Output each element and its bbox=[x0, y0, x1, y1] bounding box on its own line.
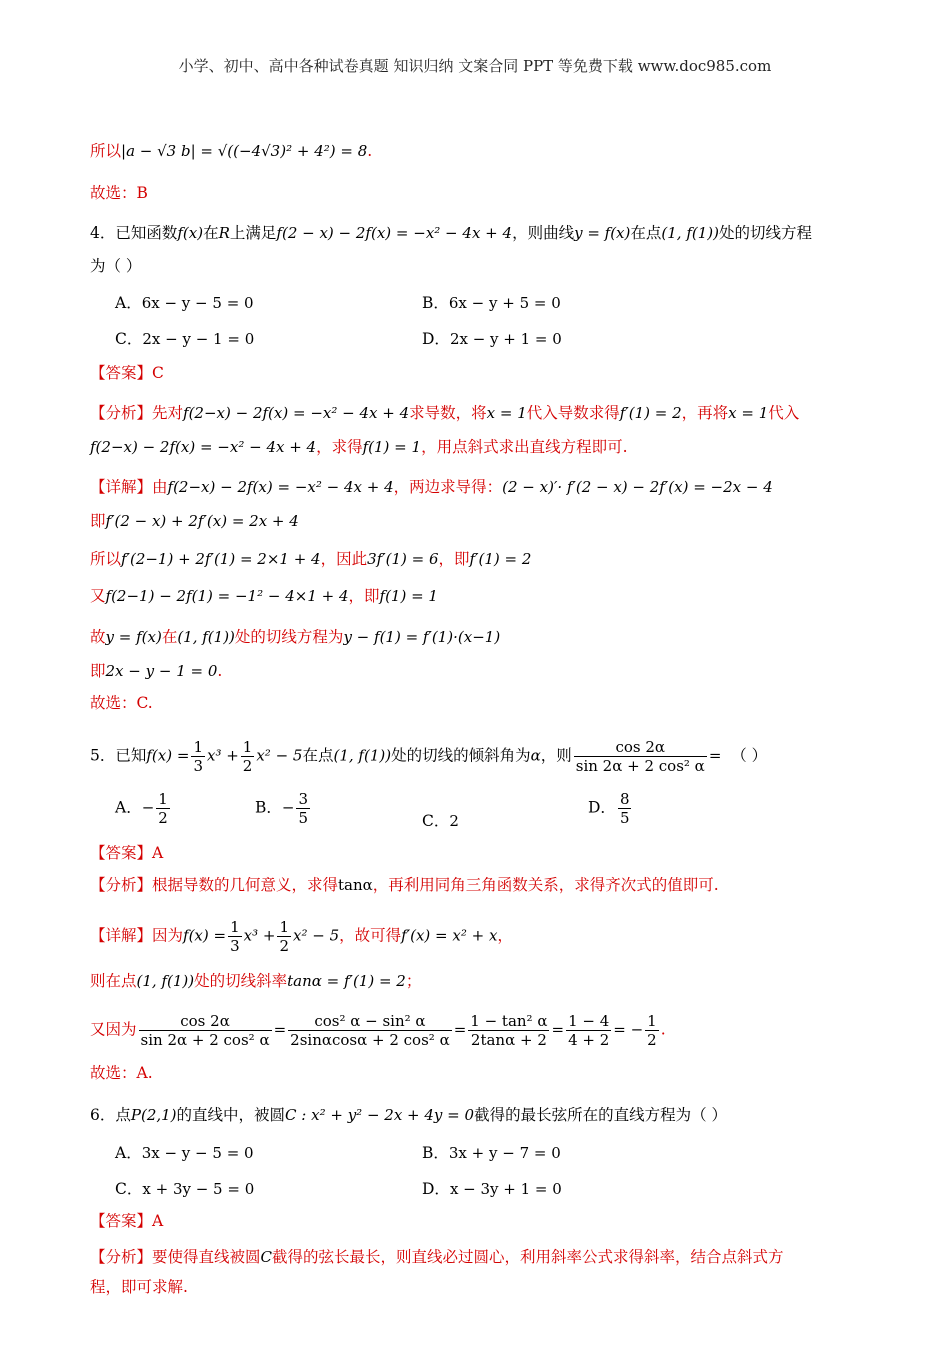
option-text: 2x − y + 1 = 0 bbox=[449, 330, 562, 348]
detail-term: x³ + bbox=[243, 926, 276, 945]
q5-stem: 5．已知f(x) = $\frac{1}{3}$ x³ + $\frac{1}{2}$ x² − 5在点(1, f(1))处的切线的倾斜角为α，则 $\frac{\cos 2\alpha}{\text{sin 2α + 2 cos² α}}$ = （ ） bbox=[90, 738, 768, 775]
q3-math: |a − √3 b| = √((−4√3)² + 4²) = 8 bbox=[121, 142, 368, 160]
q4-text-curve: ，则曲线 bbox=[512, 224, 575, 242]
analysis-equation: f(2−x) − 2f(x) = −x² − 4x + 4 bbox=[183, 404, 410, 422]
q6-text: 的直线中，被圆 bbox=[176, 1106, 286, 1124]
detail-den: 2 bbox=[647, 1031, 657, 1049]
detail-equation: 2x − y − 1 = 0 bbox=[105, 662, 218, 680]
detail-text: 则在点 bbox=[90, 972, 137, 990]
detail-equation: f(1) = 1 bbox=[379, 587, 438, 605]
analysis-equation: f(2−x) − 2f(x) = −x² − 4x + 4 bbox=[90, 438, 317, 456]
analysis-text: ，用点斜式求出直线方程即可. bbox=[421, 438, 628, 456]
option-label: B． bbox=[255, 798, 282, 817]
analysis-x: x = 1 bbox=[486, 404, 527, 422]
detail-equation: y − f(1) = f′(1)·(x−1) bbox=[343, 628, 501, 646]
q4-analysis-line2 bbox=[90, 436, 628, 458]
q5-choose: 故选：A. bbox=[90, 1064, 153, 1082]
detail-den: 4 + 2 bbox=[568, 1031, 610, 1049]
detail-equation: f(2−1) − 2f(1) = −1² − 4×1 + 4 bbox=[105, 587, 349, 605]
option-label: A． bbox=[115, 294, 142, 312]
q6-circle: C : x² + y² − 2x + 4y = 0 bbox=[285, 1106, 475, 1124]
detail-tag: 【详解】 bbox=[90, 926, 153, 945]
q5-text: 5．已知 bbox=[90, 746, 147, 765]
option-text: 6x − y − 5 = 0 bbox=[141, 294, 254, 312]
detail-tag: 【详解】 bbox=[90, 478, 153, 496]
detail-equation: f′(2−1) + 2f′(1) = 2×1 + 4 bbox=[121, 550, 321, 568]
q5-detail-line3: 又因为 $\frac{\cos 2\alpha}{\text{sin 2α + 2 cos² α}}$ = $\frac{\text{cos² α − sin² α}}{\text{2sinαcosα + 2 cos² α}}$ = $\frac{\text{1 − tan² α}}{2\tan\alpha + 2}$ = $\frac{1 - 4}{4 + 2}$ = − $\frac{1}{2}$ . bbox=[90, 1012, 666, 1049]
q4-detail-line4 bbox=[90, 585, 438, 607]
option-label: D． bbox=[588, 798, 616, 817]
option-text: 3x + y − 7 = 0 bbox=[448, 1144, 561, 1162]
q5-term: x³ + bbox=[206, 746, 239, 765]
option-text: 6x − y + 5 = 0 bbox=[448, 294, 561, 312]
q4-detail-line6 bbox=[90, 660, 222, 682]
detail-text: 又 bbox=[90, 587, 106, 605]
analysis-text: ，再将 bbox=[681, 404, 729, 422]
option-sign: − bbox=[281, 798, 295, 817]
q4-detail-line1 bbox=[90, 476, 773, 498]
analysis-derivative: f′(1) = 2 bbox=[619, 404, 682, 422]
option-label: B． bbox=[422, 1144, 449, 1162]
option-den: 5 bbox=[298, 809, 309, 827]
q5-term: x² − 5 bbox=[256, 746, 303, 765]
page-header: 小学、初中、高中各种试卷真题 知识归纳 文案合同 PPT 等免费下载 www.doc985.com bbox=[178, 57, 772, 75]
detail-num: 1 bbox=[647, 1012, 657, 1030]
q5-text: 处的切线的倾斜角为 bbox=[391, 746, 531, 765]
analysis-tag: 【分析】 bbox=[90, 1248, 153, 1266]
q4-text-point: 在点 bbox=[630, 224, 662, 242]
option-label: C． bbox=[115, 330, 143, 348]
detail-text: . bbox=[217, 662, 223, 680]
option-label: D． bbox=[422, 1180, 450, 1198]
q4-option-c[interactable] bbox=[115, 328, 254, 350]
analysis-circle: C bbox=[260, 1248, 273, 1266]
q5-function: f(x) = bbox=[146, 746, 190, 765]
detail-equation: y = f(x) bbox=[105, 628, 162, 646]
analysis-text: 先对 bbox=[152, 404, 184, 422]
option-text: 2 bbox=[449, 812, 459, 830]
q4-detail-line2 bbox=[90, 510, 299, 532]
detail-text: 由 bbox=[152, 478, 168, 496]
option-den: 2 bbox=[158, 809, 168, 827]
q6-option-a[interactable] bbox=[115, 1142, 254, 1164]
analysis-text: 截得的弦长最长，则直线必过圆心，利用斜率公式求得斜率，结合点斜式方 bbox=[272, 1248, 784, 1266]
detail-equation: (2 − x)′· f′(2 − x) − 2f′(x) = −2x − 4 bbox=[502, 478, 773, 496]
detail-text: 即 bbox=[90, 512, 106, 530]
q5-answer: 【答案】A bbox=[90, 844, 164, 862]
q4-curve: y = f(x) bbox=[574, 224, 631, 242]
q3-choose: 故选：B bbox=[90, 184, 148, 202]
detail-text: 因为 bbox=[152, 926, 184, 945]
q5-text: （ ） bbox=[731, 746, 768, 765]
option-sign: − bbox=[141, 798, 155, 817]
option-den: 5 bbox=[619, 809, 630, 827]
detail-equation: f(2−x) − 2f(x) = −x² − 4x + 4 bbox=[167, 478, 394, 496]
detail-text: ，即 bbox=[348, 587, 380, 605]
q3-conclusion-line: 所以|a − √3 b| = √((−4√3)² + 4²) = 8. bbox=[90, 142, 373, 160]
detail-text: 在 bbox=[161, 628, 178, 646]
q4-equation: f(2 − x) − 2f(x) = −x² − 4x + 4 bbox=[276, 224, 513, 242]
analysis-text: 根据导数的几何意义，求得 bbox=[152, 876, 339, 894]
option-text: 2x − y − 1 = 0 bbox=[142, 330, 255, 348]
analysis-tag: 【分析】 bbox=[90, 404, 153, 422]
option-label: C． bbox=[115, 1180, 143, 1198]
q4-choose: 故选：C. bbox=[90, 694, 153, 712]
q4-R: R bbox=[218, 224, 230, 242]
q5-equals: = bbox=[708, 746, 722, 765]
q6-answer: 【答案】A bbox=[90, 1212, 164, 1230]
detail-text: ，因此 bbox=[320, 550, 368, 568]
q4-stem-text: 4．已知函数 bbox=[90, 224, 178, 242]
detail-text: ，两边求导得： bbox=[393, 478, 503, 496]
q4-detail-line5 bbox=[90, 626, 500, 648]
detail-point: (1, f(1)) bbox=[177, 628, 235, 646]
option-text: 3x − y − 5 = 0 bbox=[141, 1144, 254, 1162]
detail-point: (1, f(1)) bbox=[136, 972, 195, 990]
option-text: x + 3y − 5 = 0 bbox=[142, 1180, 255, 1198]
q5-text: 在点 bbox=[302, 746, 334, 765]
detail-equation: f′(2 − x) + 2f′(x) = 2x + 4 bbox=[105, 512, 299, 530]
q5-text: ，则 bbox=[540, 746, 572, 765]
q6-stem bbox=[90, 1104, 727, 1126]
detail-num: 1 − 4 bbox=[568, 1012, 610, 1030]
q4-text-in: 在 bbox=[203, 224, 219, 242]
detail-text: 又因为 bbox=[90, 1020, 137, 1039]
detail-text: ，即 bbox=[438, 550, 470, 568]
q4-stem-line2: 为（ ） bbox=[90, 257, 142, 275]
detail-function: f(x) = bbox=[183, 926, 227, 945]
detail-den: 2tanα + 2 bbox=[470, 1031, 547, 1049]
detail-num: 1 − tan² α bbox=[470, 1012, 548, 1030]
q5-fraction-den: sin 2α + 2 cos² α bbox=[575, 757, 705, 775]
analysis-x: x = 1 bbox=[728, 404, 769, 422]
q4-text-tangent: 处的切线方程 bbox=[718, 224, 812, 242]
detail-num: cos² α − sin² α bbox=[288, 1012, 452, 1031]
q6-option-c[interactable] bbox=[115, 1178, 254, 1200]
q6-option-b[interactable] bbox=[422, 1142, 561, 1164]
q4-point: (1, f(1)) bbox=[661, 224, 719, 242]
analysis-text: 代入 bbox=[768, 404, 800, 422]
detail-den: sin 2α + 2 cos² α bbox=[140, 1031, 270, 1049]
q6-text: 截得的最长弦所在的直线方程为（ ） bbox=[474, 1106, 727, 1124]
q4-analysis-line1 bbox=[90, 402, 799, 424]
analysis-text: 求导数，将 bbox=[409, 404, 487, 422]
option-label: B． bbox=[422, 294, 449, 312]
q4-fx: f(x) bbox=[177, 224, 204, 242]
q3-prefix: 所以 bbox=[90, 142, 122, 160]
option-label: D． bbox=[422, 330, 450, 348]
option-text: x − 3y + 1 = 0 bbox=[449, 1180, 562, 1198]
q5-detail-line2 bbox=[90, 970, 421, 992]
detail-equation: f′(x) = x² + x bbox=[401, 926, 498, 945]
q5-option-a[interactable] bbox=[115, 790, 172, 827]
q6-option-d[interactable] bbox=[422, 1178, 562, 1200]
q5-analysis bbox=[90, 874, 719, 896]
q5-option-c[interactable] bbox=[422, 810, 459, 832]
option-num: 1 bbox=[158, 790, 168, 808]
detail-text: ，故可得 bbox=[339, 926, 402, 945]
detail-equation: 3f′(1) = 6 bbox=[367, 550, 439, 568]
q4-answer: 【答案】C bbox=[90, 364, 164, 382]
q6-point: P(2,1) bbox=[130, 1106, 177, 1124]
q5-detail-line1: 【详解】因为f(x) = $\frac{1}{3}$ x³ + $\frac{1}{2}$ x² − 5，故可得f′(x) = x² + x， bbox=[90, 918, 513, 955]
option-label: C． bbox=[422, 812, 450, 830]
q5-option-b[interactable] bbox=[255, 790, 312, 827]
q4-option-a[interactable] bbox=[115, 292, 254, 314]
detail-text: 故 bbox=[90, 628, 106, 646]
option-num: 3 bbox=[298, 790, 309, 808]
q4-option-d[interactable] bbox=[422, 328, 562, 350]
q6-text: 6．点 bbox=[90, 1106, 131, 1124]
detail-equation: f′(1) = 2 bbox=[469, 550, 532, 568]
analysis-text: 要使得直线被圆 bbox=[152, 1248, 261, 1266]
detail-text: ； bbox=[405, 972, 422, 990]
analysis-value: f(1) = 1 bbox=[362, 438, 422, 456]
analysis-tag: 【分析】 bbox=[90, 876, 153, 894]
detail-text: 所以 bbox=[90, 550, 122, 568]
analysis-text: ，求得 bbox=[316, 438, 363, 456]
detail-num: cos 2α bbox=[139, 1012, 272, 1031]
option-num: 8 bbox=[619, 790, 630, 808]
option-label: A． bbox=[115, 1144, 142, 1162]
analysis-tan: tanα bbox=[338, 876, 373, 894]
detail-text: . bbox=[660, 1020, 666, 1039]
q4-stem-line1 bbox=[90, 222, 812, 244]
q6-analysis-line2: 程，即可求解. bbox=[90, 1278, 188, 1296]
detail-text: ， bbox=[497, 926, 513, 945]
q4-text-satisfy: 上满足 bbox=[229, 224, 277, 242]
analysis-text: ，再利用同角三角函数关系，求得齐次式的值即可. bbox=[372, 876, 719, 894]
q4-option-b[interactable] bbox=[422, 292, 561, 314]
q5-fraction-num: cos 2α bbox=[574, 738, 707, 757]
detail-text: 处的切线方程为 bbox=[234, 628, 344, 646]
detail-equation: tanα = f′(1) = 2 bbox=[287, 972, 406, 990]
analysis-text: 代入导数求得 bbox=[526, 404, 620, 422]
detail-den: 2sinαcosα + 2 cos² α bbox=[290, 1031, 450, 1049]
detail-term: x² − 5 bbox=[293, 926, 340, 945]
q4-detail-line3 bbox=[90, 548, 531, 570]
q5-option-d[interactable] bbox=[588, 790, 633, 827]
detail-text: 处的切线斜率 bbox=[194, 972, 288, 990]
q6-analysis-line1 bbox=[90, 1246, 784, 1268]
q5-alpha: α bbox=[530, 746, 541, 765]
detail-text: 即 bbox=[90, 662, 106, 680]
option-label: A． bbox=[115, 798, 142, 817]
q5-point: (1, f(1)) bbox=[333, 746, 392, 765]
